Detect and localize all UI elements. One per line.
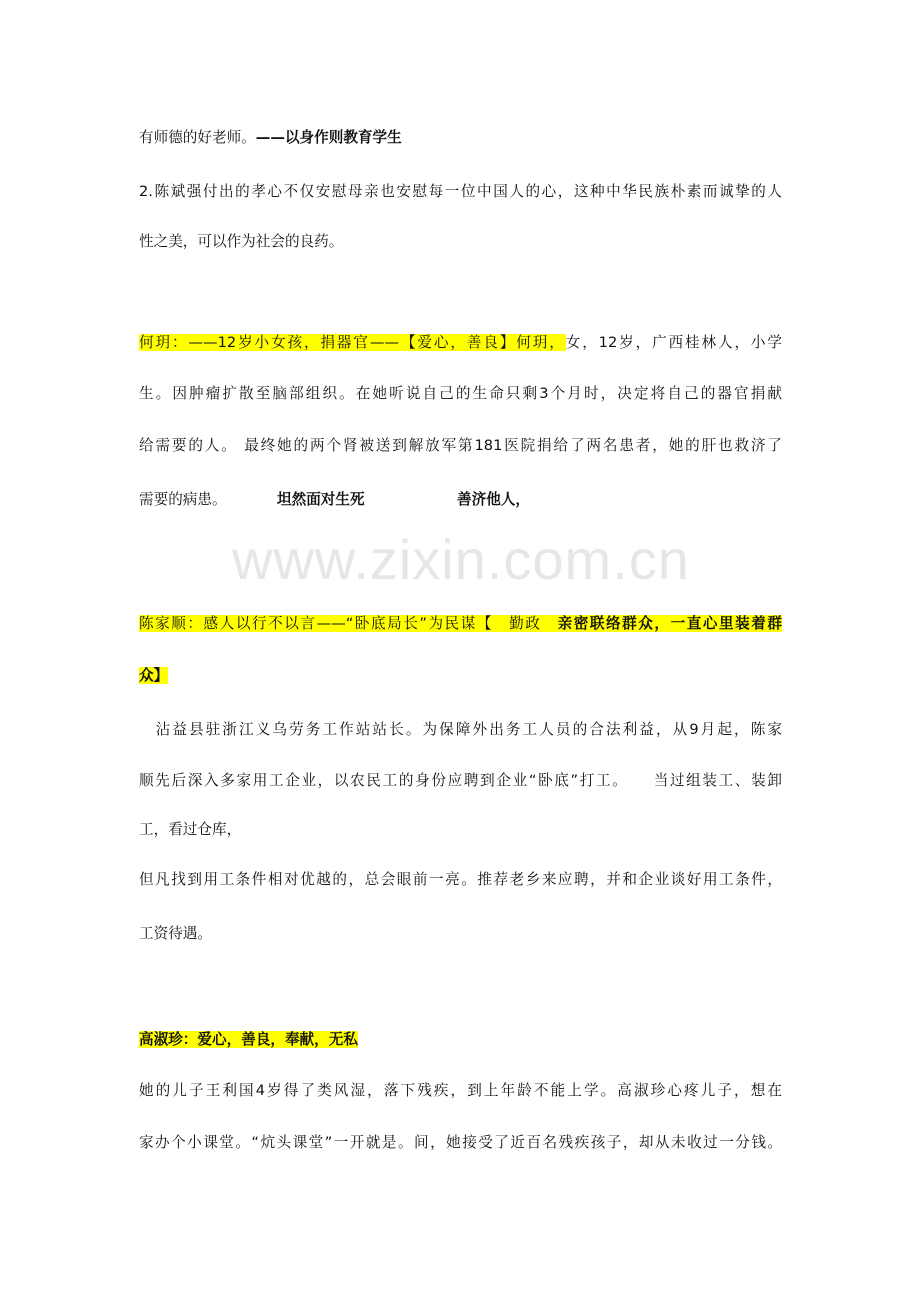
he-heading-line <box>139 333 782 353</box>
highlighted-heading: 陈家顺：感人以行不以言——“卧底局长”为民谋【 勤政 <box>139 615 558 632</box>
bold-tag: 善济他人， <box>457 491 530 508</box>
paragraph-2-line: 2.陈斌强付出的孝心不仅安慰母亲也安慰每一位中国人的心，这种中华民族朴素而诚挚的人 <box>139 183 782 200</box>
chen-heading-line <box>139 666 782 686</box>
he-line <box>139 490 782 510</box>
chen-line: 但凡找到用工条件相对优越的，总会眼前一亮。推荐老乡来应聘，并和企业谈好用工条件， <box>139 871 782 888</box>
text: 需要的病患。 <box>139 491 227 508</box>
gao-heading-line <box>139 1030 782 1050</box>
text: 有师德的好老师。 <box>139 129 256 146</box>
gao-line: 家办个小课堂。“炕头课堂”一开就是。间，她接受了近百名残疾孩子，却从未收过一分钱。 <box>139 1134 782 1151</box>
text: 女，12岁，广西桂林人，小学 <box>565 334 783 351</box>
bold-text: ——以身作则教育学生 <box>255 129 402 146</box>
highlighted-heading-bold: 亲密联络群众，一直心里装着群 <box>557 615 782 632</box>
chen-heading-line <box>139 614 782 634</box>
chen-line: 沾益县驻浙江义乌劳务工作站站长。为保障外出务工人员的合法利益，从9月起，陈家 <box>139 721 782 738</box>
watermark: www.zixin.com.cn <box>232 528 690 591</box>
paragraph-1 <box>139 128 782 148</box>
chen-line: 工，看过仓库， <box>139 821 242 838</box>
highlighted-heading-bold: 众】 <box>139 667 169 684</box>
chen-line: 工资待遇。 <box>139 925 212 942</box>
he-line: 生。因肿瘤扩散至脑部组织。在她听说自己的生命只剩3个月时，决定将自己的器官捐献 <box>139 385 782 402</box>
paragraph-2-line: 性之美，可以作为社会的良药。 <box>139 233 344 250</box>
he-line: 给需要的人。 最终她的两个肾被送到解放军第181医院捐给了两名患者，她的肝也救济了 <box>139 437 782 454</box>
highlighted-heading: 高淑珍：爱心，善良，奉献，无私 <box>139 1031 358 1048</box>
highlighted-heading: 何玥：——12岁小女孩，捐器官——【爱心，善良】何玥， <box>139 334 566 351</box>
bold-tag: 坦然面对生死 <box>277 491 365 508</box>
gao-line: 她的儿子王利国4岁得了类风湿，落下残疾，到上年龄不能上学。高淑珍心疼儿子，想在 <box>139 1082 782 1099</box>
chen-line: 顺先后深入多家用工企业，以农民工的身份应聘到企业“卧底”打工。 当过组装工、装卸 <box>139 772 782 789</box>
